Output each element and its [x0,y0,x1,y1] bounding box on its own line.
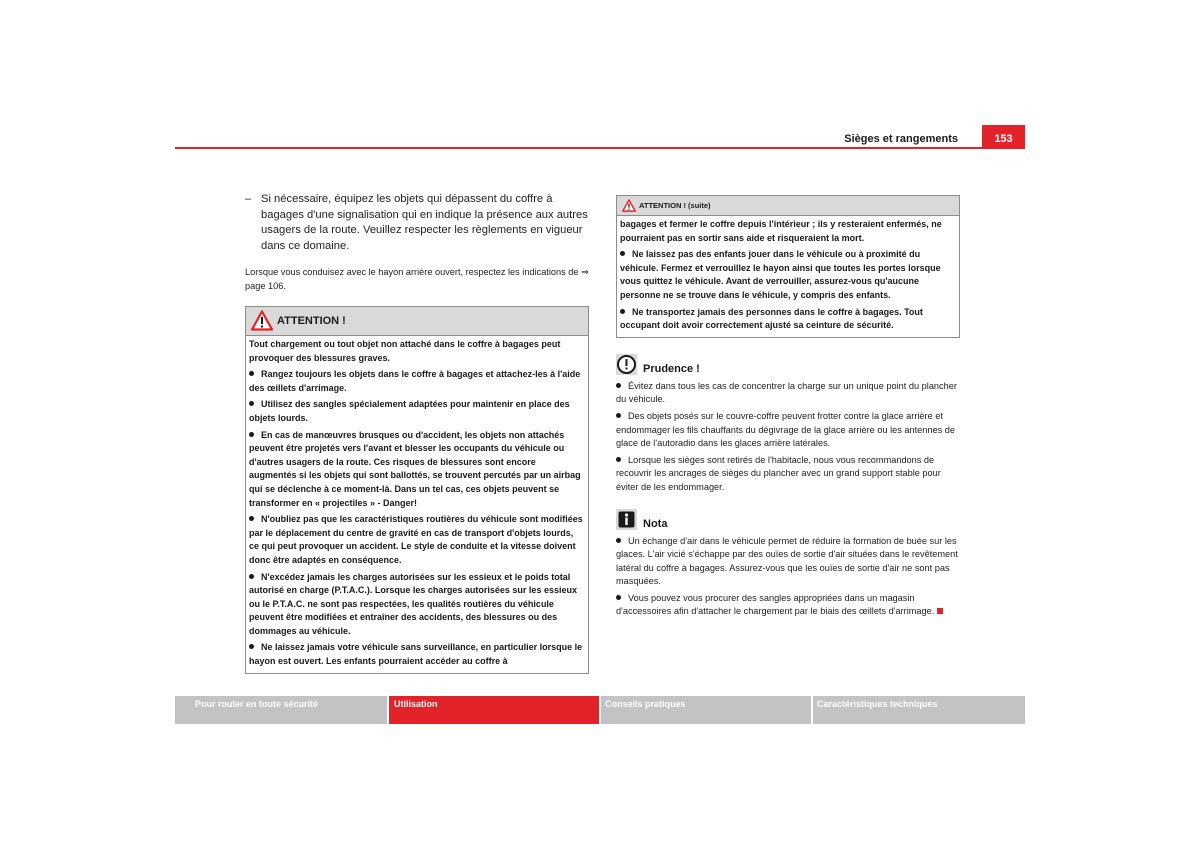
warning-bullet: Ne transportez jamais des personnes dans le coffre à bagages. Tout occupant doit avoir correctement ajusté sa ceinture de sécurité. [620,306,923,331]
caution-bullet: Lorsque les sièges sont retirés de l'habitacle, nous vous recommandons de recouvrir les ancrages de sièges du plancher avec un grand support stable pour éviter de les endommager. [616,454,941,492]
page-number: 153 [982,125,1025,149]
note-title: Nota [643,517,668,530]
bullet-dot-icon [616,538,621,543]
bullet-dot-icon [249,516,254,521]
bullet-dot-icon [249,432,254,437]
warning-bullet: Ne laissez pas des enfants jouer dans le véhicule ou à proximité du véhicule. Fermez et verrouillez le hayon ainsi que toutes les portes lorsque vous quittez le véhicule. Avant de verrouiller, assurez-vous qu'aucune personne ne se trouve dans le véhicule, y compris des enfants. [620,249,941,300]
exclamation-circle-icon [616,354,637,375]
dash-marker: – [245,193,252,205]
bullet-dot-icon [249,401,254,406]
warning-continued-header [617,196,959,216]
end-of-section-square-icon [937,608,943,614]
note-body [616,535,960,620]
note-header [616,509,960,535]
bullet-dot-icon [616,383,621,388]
header-rule [175,147,982,149]
note-bullet: Un échange d'air dans le véhicule permet de réduire la formation de buée sur les glaces. L'air vicié s'échappe par des ouïes de sortie d'air situées dans le revêtement latéral du coffre à bagages. Assurez-vous que les ouïes de sortie d'air ne sont pas masquées. [616,535,958,587]
bullet-dot-icon [620,251,625,256]
right-column [616,195,960,622]
dash-item-text: Si nécessaire, équipez les objets qui dépassent du coffre à bagages d'une signalisation qui en indique la présence aux autres usagers de la route. Veuillez respecter les règlements en vigueur dans ce domaine. [261,193,588,252]
dash-list-item [245,192,589,254]
warning-box [245,306,589,674]
bullet-dot-icon [616,413,621,418]
caution-body [616,380,960,495]
warning-continued-body [617,216,959,337]
footer-tab-conseils[interactable]: Conseils pratiques [601,696,811,724]
caution-bullet: Évitez dans tous les cas de concentrer la charge sur un unique point du plancher du véhicule. [616,380,957,405]
bullet-dot-icon [249,644,254,649]
warning-title: ATTENTION ! [277,315,346,327]
bullet-dot-icon [616,595,621,600]
warning-intro: Tout chargement ou tout objet non attaché dans le coffre à bagages peut provoquer des blessures graves. [249,339,561,363]
caution-header [616,354,960,380]
hayon-note: Lorsque vous conduisez avec le hayon arrière ouvert, respectez les indications de ⇒ page 106. [245,267,589,291]
bullet-dot-icon [620,309,625,314]
bullet-dot-icon [249,371,254,376]
caution-bullet: Des objets posés sur le couvre-coffre peuvent frotter contre la glace arrière et endommager les fils chauffants du dégivrage de la glace arrière ou les antennes de glace de l'autoradio dans les glaces arrière latérales. [616,410,955,449]
section-title: Sièges et rangements [844,133,958,145]
warning-bullet: Ne laissez jamais votre véhicule sans surveillance, en particulier lorsque le hayon est ouvert. Les enfants pourraient accéder au coffre à [249,642,583,667]
left-column [245,192,589,674]
warning-body [246,336,588,673]
bullet-dot-icon [249,574,254,579]
caution-title: Prudence ! [643,362,700,375]
warning-continued-box [616,195,960,338]
warning-bullet: Rangez toujours les objets dans le coffre à bagages et attachez-les à l'aide des œillets d'arrimage. [249,369,581,393]
warning-bullet: N'oubliez pas que les caractéristiques routières du véhicule sont modifiées par le déplacement du centre de gravité en cas de transport d'objets lourds, ce qui peut provoquer un accident. Le style de conduite et la vitesse doivent donc être adaptés en conséquence. [249,514,583,565]
warning-continued-intro: bagages et fermer le coffre depuis l'intérieur ; ils y resteraient enfermés, ne pourraient pas en sortir sans aide et risqueraient la mort. [620,219,942,243]
warning-bullet: En cas de manœuvres brusques ou d'accident, les objets non attachés peuvent être projetés vers l'avant et blesser les occupants du véhicule ou d'autres usagers de la route. Ces risques de blessures sont encore augmentés si les objets qui sont ballottés, se trouvent percutés par un airbag qui se déclenche à ce moment-là. Dans un tel cas, ces objets peuvent se transformer en « projectiles » - Danger! [249,429,581,508]
warning-header [246,307,588,336]
note-bullet: Vous pouvez vous procurer des sangles appropriées dans un magasin d'accessoires afin d'attacher le chargement par le biais des œillets d'arrimage. [616,592,960,619]
warning-bullet: N'excédez jamais les charges autorisées sur les essieux et le poids total autorisé en charge (P.T.A.C.). Lorsque les charges autorisées sur les essieux ou le P.T.A.C. ne sont pas respectées, les qualités routières du véhicule peuvent être modifiées et entraîner des accidents, des blessures ou des dommages au véhicule. [249,571,577,636]
warning-triangle-icon [251,310,273,331]
warning-bullet: Utilisez des sangles spécialement adaptées pour maintenir en place des objets lourds. [249,399,570,423]
warning-triangle-icon [622,199,636,212]
footer-tab-securite[interactable]: Pour rouler en toute sécurité [175,696,387,724]
bullet-dot-icon [616,457,621,462]
footer-tab-caracteristiques[interactable]: Caractéristiques techniques [813,696,1025,724]
warning-continued-title: ATTENTION ! (suite) [639,201,711,210]
info-icon [616,509,637,530]
footer-tab-utilisation[interactable]: Utilisation [389,696,599,724]
